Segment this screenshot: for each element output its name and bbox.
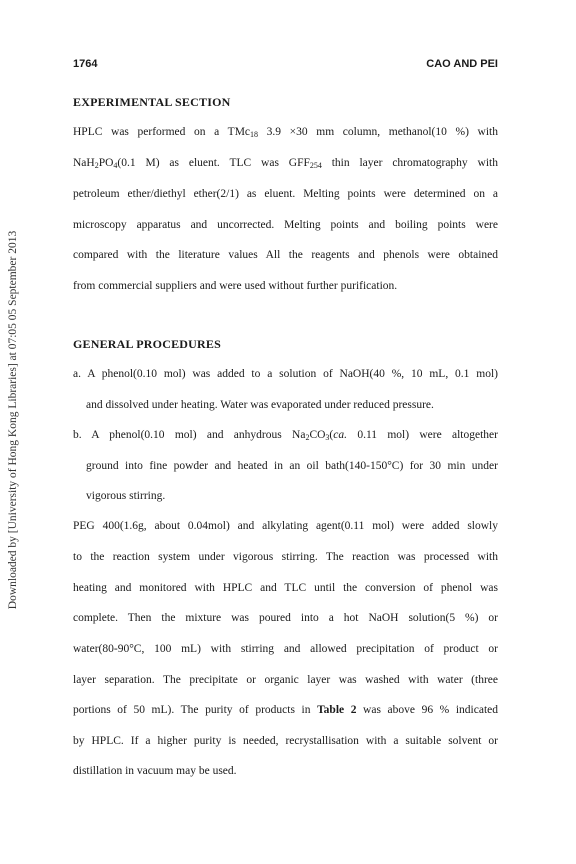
experimental-line-4: microscopy apparatus and uncorrected. Melting points and boiling points were [73, 219, 498, 231]
download-watermark-text: Downloaded by [University of Hong Kong Libraries] at 07:05 05 September 2013 [7, 230, 19, 610]
procedure-paragraph-line-6: layer separation. The precipitate or organic layer was washed with water (three [73, 674, 498, 686]
page-header [73, 58, 498, 74]
procedure-a-line-2: and dissolved under heating. Water was evaporated under reduced pressure. [86, 399, 434, 411]
experimental-line-3: petroleum ether/diethyl ether(2/1) as eluent. Melting points were determined on a [73, 188, 498, 200]
procedure-paragraph-line-2: to the reaction system under vigorous stirring. The reaction was processed with [73, 551, 498, 563]
procedure-paragraph-line-9: distillation in vacuum may be used. [73, 765, 237, 777]
page-number: 1764 [73, 58, 98, 70]
running-head: CAO AND PEI [426, 58, 498, 70]
experimental-heading: EXPERIMENTAL SECTION [73, 95, 231, 109]
procedure-paragraph-line-8: by HPLC. If a higher purity is needed, recrystallisation with a suitable solvent or [73, 735, 498, 747]
procedure-paragraph-line-4: complete. Then the mixture was poured into a hot NaOH solution(5 %) or [73, 612, 498, 624]
procedure-a-line-1: a. A phenol(0.10 mol) was added to a solution of NaOH(40 %, 10 mL, 0.1 mol) [73, 368, 498, 380]
general-procedures-heading: GENERAL PROCEDURES [73, 337, 221, 351]
procedure-paragraph-line-5: water(80-90°C, 100 mL) with stirring and allowed precipitation of product or [73, 643, 498, 655]
procedure-b-line-2: ground into fine powder and heated in an oil bath(140-150°C) for 30 min under [86, 460, 498, 472]
procedure-paragraph-line-7: portions of 50 mL). The purity of products in Table 2 was above 96 % indicated [73, 704, 499, 716]
experimental-line-1: HPLC was performed on a TMc$_{18}$ 3.9 ×30 mm column, methanol(10 %) with [73, 126, 498, 139]
download-watermark [4, 170, 22, 670]
procedure-b-line-3: vigorous stirring. [86, 490, 166, 502]
experimental-line-5: compared with the literature values All the reagents and phenols were obtained [73, 249, 498, 261]
experimental-line-2: $NaH_2PO_4(0.1$ M) as eluent. TLC was $GFF_{254}$ thin layer chromatography with [73, 157, 498, 170]
procedure-b-line-1: b. A phenol(0.10 mol) and anhydrous $Na_2CO_3(ca$. 0.11 mol) were altogether [73, 429, 498, 442]
experimental-line-6: from commercial suppliers and were used without further purification. [73, 280, 398, 292]
procedure-paragraph-line-3: heating and monitored with HPLC and TLC until the conversion of phenol was [73, 582, 498, 594]
procedure-paragraph-line-1: PEG 400(1.6g, about 0.04mol) and alkylating agent(0.11 mol) were added slowly [73, 520, 498, 532]
